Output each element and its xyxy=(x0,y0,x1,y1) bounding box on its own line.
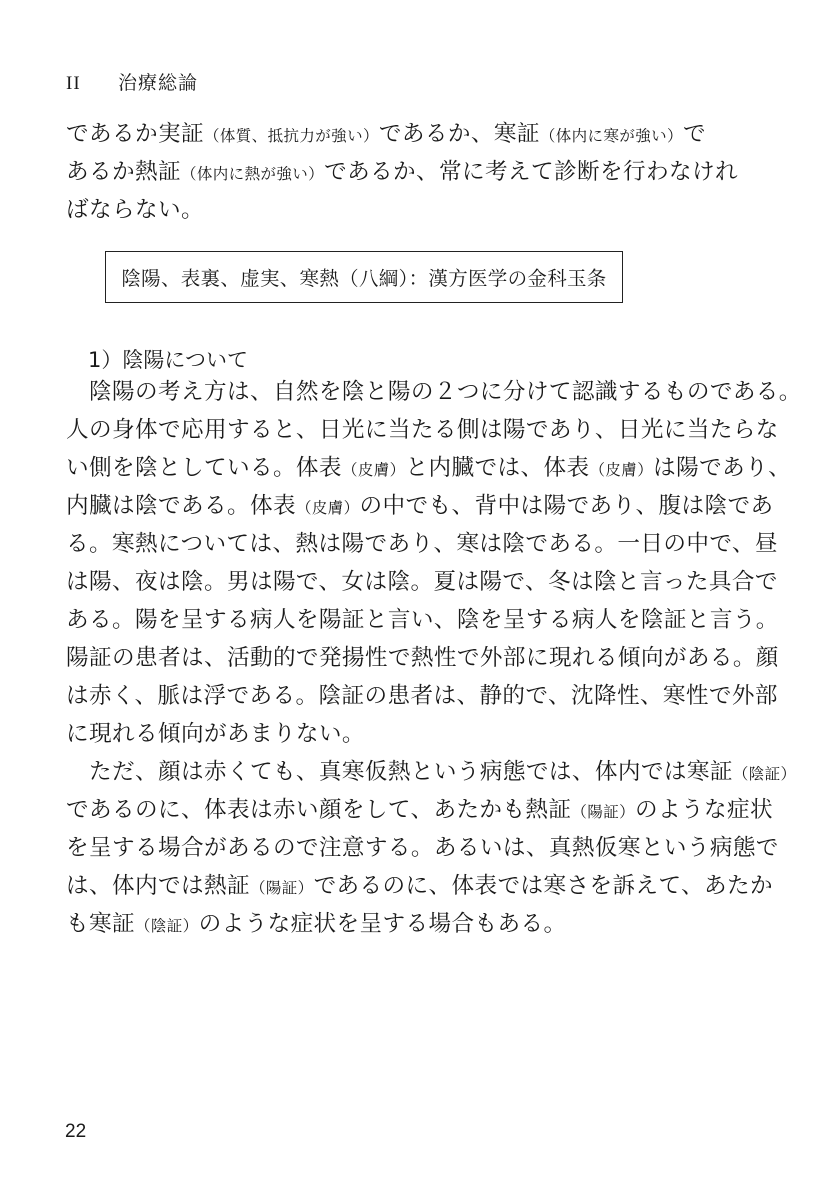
body-line xyxy=(66,199,204,222)
section-heading: 1）陰陽について xyxy=(88,348,248,372)
text: であるか、寒証 xyxy=(378,121,540,147)
text: であるか、常に考えて診断を行わなけれ xyxy=(324,159,738,185)
annotation: （体内に寒が強い） xyxy=(539,127,683,145)
boxed-title-text: 陰陽、表裏、虚実、寒熱（八綱）：漢方医学の金科玉条 xyxy=(121,267,607,290)
body-line xyxy=(66,875,773,898)
annotation: （陽証） xyxy=(571,803,636,821)
text: ただ、顔は赤くても、真寒仮熱という病態では、体内では寒証 xyxy=(66,759,733,785)
body-line: を呈する場合があるので注意する。あるいは、真熱仮寒という病態で xyxy=(66,835,779,861)
body-line: 陰陽の考え方は、自然を陰と陽の２つに分けて認識するものである。 xyxy=(66,379,802,405)
annotation: （陰証） xyxy=(134,917,199,935)
text: であるのに、体表は赤い顔をして、あたかも熱証 xyxy=(66,797,572,823)
body-line: は赤く、脈は浮である。陰証の患者は、静的で、沈降性、寒性で外部 xyxy=(66,683,778,709)
body-line: 人の身体で応用すると、日光に当たる側は陽であり、日光に当たらな xyxy=(66,417,779,443)
body-line xyxy=(66,913,567,936)
body-line: に現れる傾向があまりない。 xyxy=(66,721,365,747)
annotation: （皮膚） xyxy=(341,461,406,479)
body-line xyxy=(66,123,706,146)
text: ばならない。 xyxy=(66,197,204,223)
text: で xyxy=(682,121,706,147)
text: は、体内では熱証 xyxy=(66,873,250,899)
annotation: （陰証） xyxy=(732,765,797,783)
chapter-title: 治療総論 xyxy=(118,72,199,94)
chapter-number: II xyxy=(66,73,81,94)
body-line: ある。陽を呈する病人を陽証と言い、陰を呈する病人を陰証と言う。 xyxy=(66,607,779,633)
body-line: る。寒熱については、熱は陽であり、寒は陰である。一日の中で、昼 xyxy=(66,531,778,557)
annotation: （陽証） xyxy=(249,879,314,897)
annotation: （皮膚） xyxy=(589,461,654,479)
text: であるのに、体表では寒さを訴えて、あたか xyxy=(313,873,773,899)
body-line xyxy=(66,161,738,184)
running-head xyxy=(66,68,198,95)
text: あるか熱証 xyxy=(66,159,181,185)
text: い側を陰としている。体表 xyxy=(66,455,342,481)
body-line xyxy=(66,495,773,518)
body-line: は陽、夜は陰。男は陽で、女は陰。夏は陽で、冬は陰と言った具合で xyxy=(66,569,778,595)
body-line: 陽証の患者は、活動的で発揚性で熱性で外部に現れる傾向がある。顔 xyxy=(66,645,779,671)
body-line xyxy=(66,799,773,822)
body-line xyxy=(66,457,791,480)
boxed-title xyxy=(105,251,623,303)
annotation: （体質、抵抗力が強い） xyxy=(203,127,379,145)
annotation: （皮膚） xyxy=(295,499,360,517)
text: は陽であり、 xyxy=(653,455,792,481)
text: と内臓では、体表 xyxy=(405,455,590,481)
annotation: （体内に熱が強い） xyxy=(180,165,325,183)
text: も寒証 xyxy=(66,911,135,937)
body-line xyxy=(66,761,796,784)
page-number: 22 xyxy=(65,1121,87,1142)
text: であるか実証 xyxy=(66,121,204,147)
text: 内臓は陰である。体表 xyxy=(66,493,296,519)
text: の中でも、背中は陽であり、腹は陰であ xyxy=(359,493,774,519)
text: のような症状 xyxy=(635,797,773,823)
text: のような症状を呈する場合もある。 xyxy=(198,911,567,937)
